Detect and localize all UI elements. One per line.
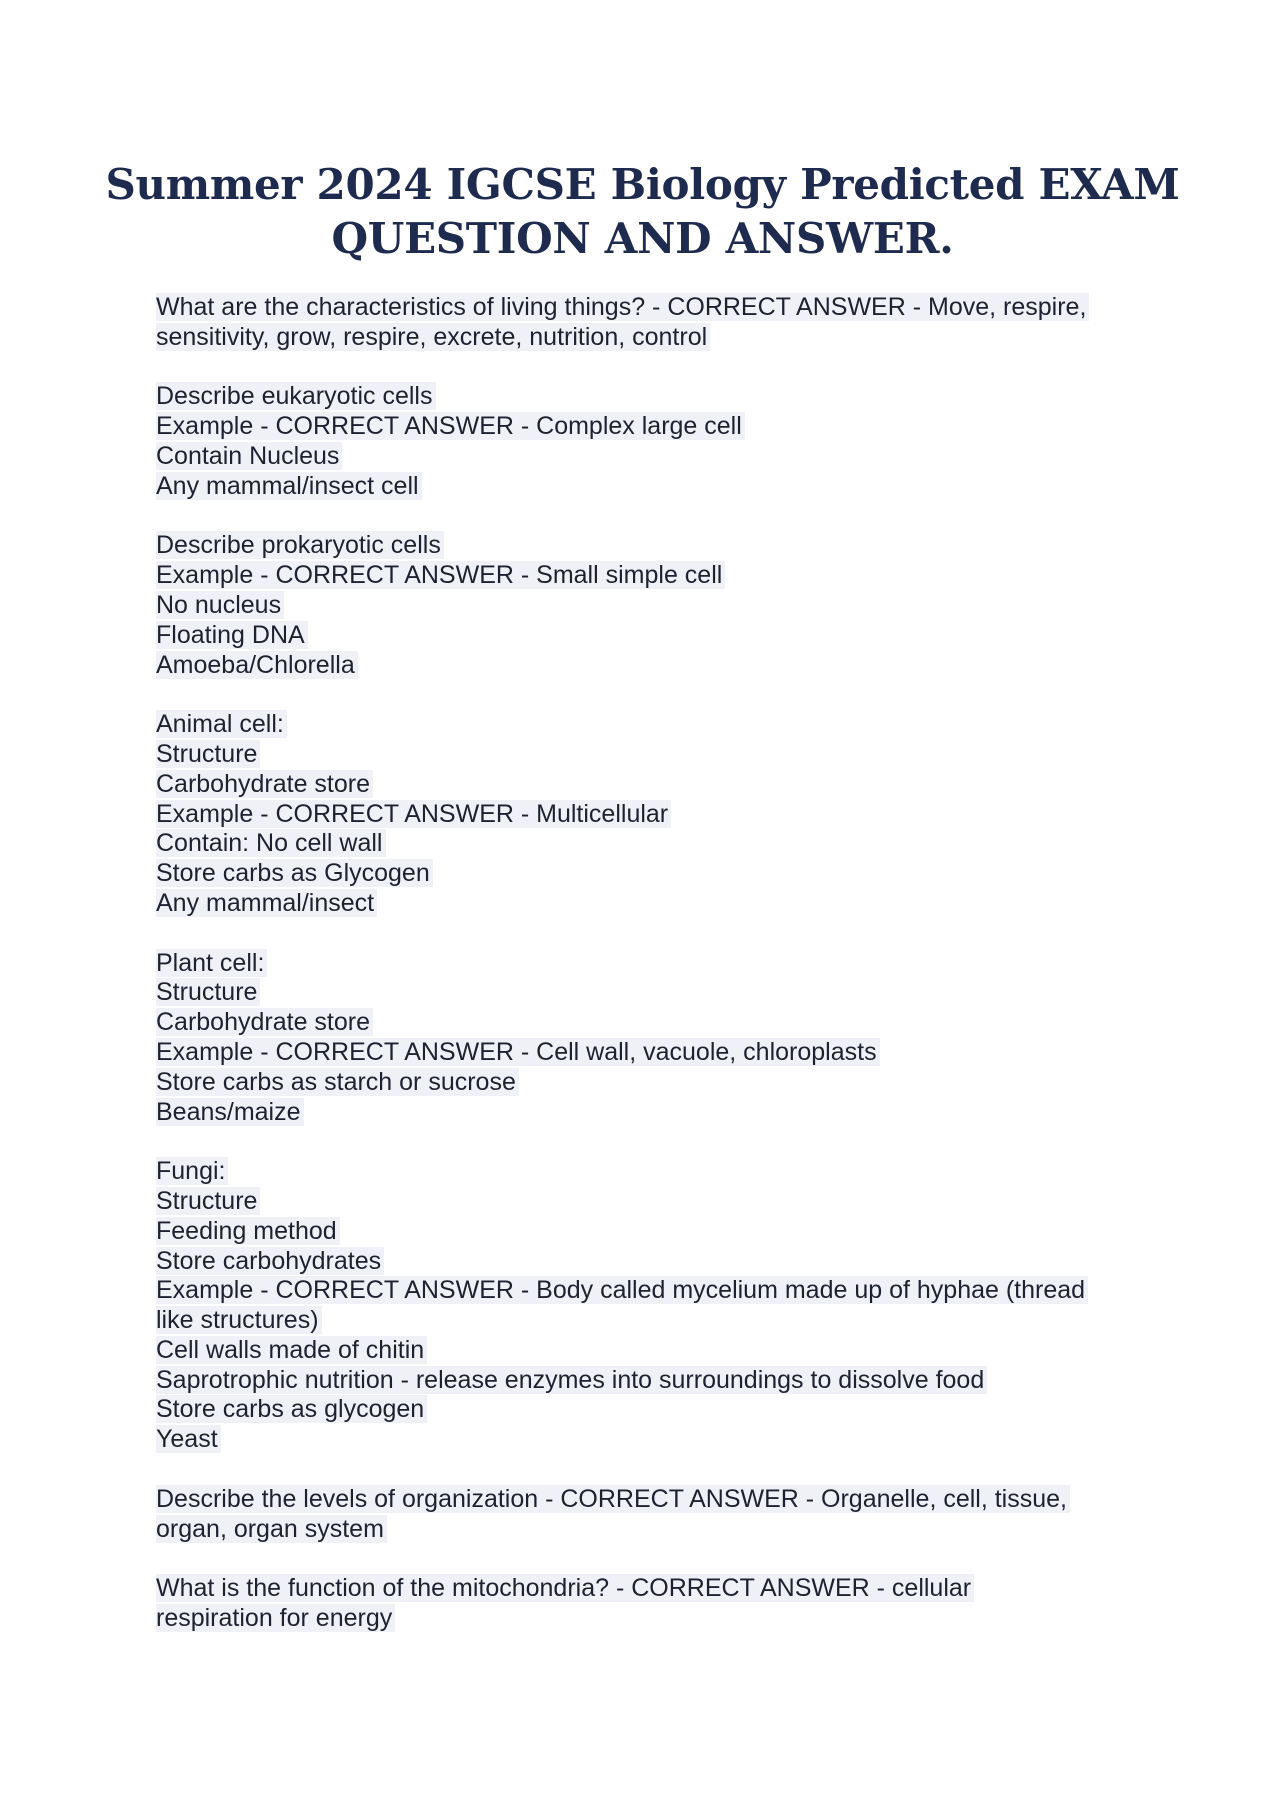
- qa-line-text: organ, organ system: [156, 1515, 387, 1543]
- qa-line: [156, 651, 1156, 681]
- qa-line: [156, 770, 1156, 800]
- qa-line-text: Example - CORRECT ANSWER - Small simple cell: [156, 561, 725, 589]
- qa-line-text: Describe the levels of organization - CORRECT ANSWER - Organelle, cell, tissue,: [156, 1485, 1070, 1513]
- qa-block: [156, 949, 1156, 1128]
- document-title: [100, 158, 1185, 266]
- qa-line-text: Structure: [156, 1187, 260, 1215]
- qa-line-text: Describe eukaryotic cells: [156, 382, 436, 410]
- qa-line-text: Beans/maize: [156, 1098, 304, 1126]
- qa-line: [156, 1276, 1156, 1306]
- qa-line-text: Structure: [156, 978, 260, 1006]
- qa-block: [156, 382, 1156, 501]
- qa-line-text: Structure: [156, 740, 260, 768]
- qa-block: [156, 710, 1156, 919]
- qa-line: [156, 1068, 1156, 1098]
- qa-line: [156, 800, 1156, 830]
- qa-line: [156, 1306, 1156, 1336]
- qa-line: [156, 1098, 1156, 1128]
- qa-line: [156, 829, 1156, 859]
- qa-line-text: Any mammal/insect: [156, 889, 377, 917]
- qa-line: [156, 1366, 1156, 1396]
- qa-line: [156, 949, 1156, 979]
- qa-line-text: Feeding method: [156, 1217, 340, 1245]
- qa-line-text: Contain: No cell wall: [156, 829, 386, 857]
- qa-line: [156, 889, 1156, 919]
- qa-line-text: Contain Nucleus: [156, 442, 342, 470]
- qa-line-text: Cell walls made of chitin: [156, 1336, 427, 1364]
- title-line: QUESTION AND ANSWER.: [331, 214, 954, 263]
- qa-line-text: Describe prokaryotic cells: [156, 531, 444, 559]
- qa-line-text: No nucleus: [156, 591, 284, 619]
- qa-line: [156, 978, 1156, 1008]
- qa-line: [156, 1336, 1156, 1366]
- qa-line: [156, 1038, 1156, 1068]
- qa-line-text: respiration for energy: [156, 1604, 395, 1632]
- qa-line: [156, 531, 1156, 561]
- qa-line-text: Saprotrophic nutrition - release enzymes into surroundings to dissolve food: [156, 1366, 987, 1394]
- qa-line-text: sensitivity, grow, respire, excrete, nutrition, control: [156, 323, 710, 351]
- qa-line-text: like structures): [156, 1306, 322, 1334]
- qa-line-text: Amoeba/Chlorella: [156, 651, 358, 679]
- qa-line: [156, 1604, 1156, 1634]
- qa-line-text: Animal cell:: [156, 710, 287, 738]
- qa-line-text: Plant cell:: [156, 949, 267, 977]
- qa-line-text: Example - CORRECT ANSWER - Body called mycelium made up of hyphae (thread: [156, 1276, 1088, 1304]
- qa-line: [156, 710, 1156, 740]
- qa-block: [156, 1574, 1156, 1634]
- qa-line-text: Any mammal/insect cell: [156, 472, 422, 500]
- qa-line-text: What is the function of the mitochondria? - CORRECT ANSWER - cellular: [156, 1574, 974, 1602]
- qa-line: [156, 1157, 1156, 1187]
- qa-line-text: Store carbs as Glycogen: [156, 859, 433, 887]
- qa-block: [156, 1157, 1156, 1455]
- qa-line: [156, 1187, 1156, 1217]
- qa-line: [156, 472, 1156, 502]
- qa-line-text: Store carbs as glycogen: [156, 1395, 427, 1423]
- qa-line: [156, 591, 1156, 621]
- qa-block: [156, 293, 1156, 353]
- qa-block: [156, 531, 1156, 680]
- qa-line: [156, 382, 1156, 412]
- qa-line: [156, 293, 1156, 323]
- qa-line: [156, 323, 1156, 353]
- qa-line: [156, 561, 1156, 591]
- qa-line: [156, 1008, 1156, 1038]
- qa-line: [156, 1574, 1156, 1604]
- qa-line-text: What are the characteristics of living things? - CORRECT ANSWER - Move, respire,: [156, 293, 1089, 321]
- qa-line: [156, 621, 1156, 651]
- title-line: Summer 2024 IGCSE Biology Predicted EXAM: [105, 160, 1180, 209]
- qa-line-text: Store carbohydrates: [156, 1247, 384, 1275]
- qa-line: [156, 1247, 1156, 1277]
- qa-line-text: Example - CORRECT ANSWER - Multicellular: [156, 800, 671, 828]
- qa-line-text: Carbohydrate store: [156, 770, 373, 798]
- qa-block: [156, 1485, 1156, 1545]
- qa-line-text: Yeast: [156, 1425, 221, 1453]
- qa-line: [156, 1425, 1156, 1455]
- qa-line: [156, 859, 1156, 889]
- qa-line-text: Floating DNA: [156, 621, 308, 649]
- qa-line: [156, 740, 1156, 770]
- qa-line-text: Example - CORRECT ANSWER - Complex large cell: [156, 412, 745, 440]
- qa-line-text: Fungi:: [156, 1157, 228, 1185]
- qa-line-text: Store carbs as starch or sucrose: [156, 1068, 519, 1096]
- qa-line-text: Example - CORRECT ANSWER - Cell wall, vacuole, chloroplasts: [156, 1038, 880, 1066]
- qa-line-text: Carbohydrate store: [156, 1008, 373, 1036]
- qa-line: [156, 412, 1156, 442]
- qa-line: [156, 1395, 1156, 1425]
- qa-line: [156, 442, 1156, 472]
- qa-content: [156, 293, 1156, 1664]
- qa-line: [156, 1485, 1156, 1515]
- qa-line: [156, 1515, 1156, 1545]
- qa-line: [156, 1217, 1156, 1247]
